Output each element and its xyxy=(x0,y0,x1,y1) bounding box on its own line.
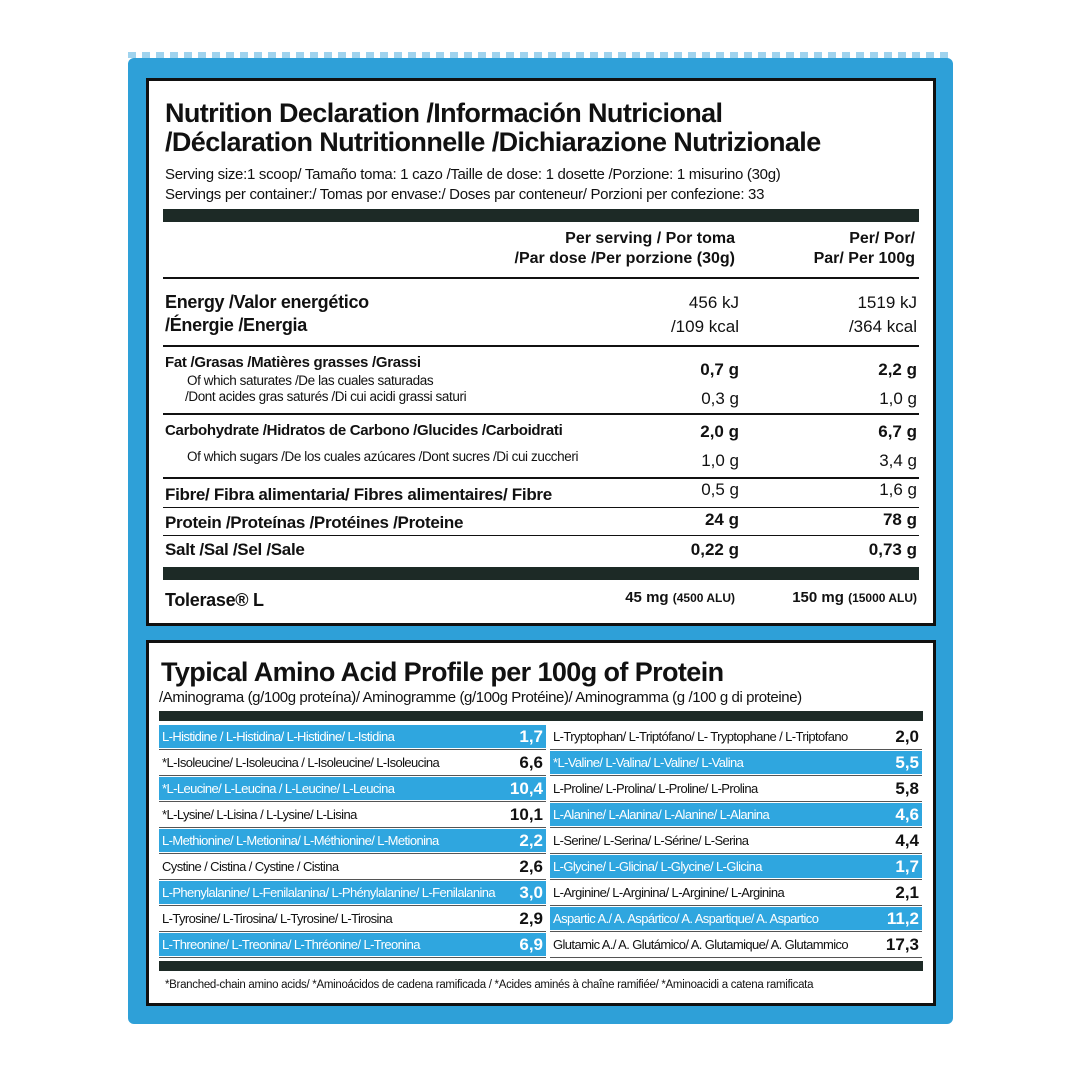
amino-name: *L-Isoleucine/ L-Isoleucina / L-Isoleucine/ L-Isoleucina xyxy=(162,755,440,770)
amino-row-divider xyxy=(159,957,546,958)
amino-row-divider xyxy=(550,827,922,828)
amino-top-bar xyxy=(159,711,923,721)
amino-name: L-Glycine/ L-Glicina/ L-Glycine/ L-Glicina xyxy=(553,859,762,874)
amino-row-divider xyxy=(550,801,922,802)
amino-value: 17,3 xyxy=(885,935,919,954)
amino-value: 11,2 xyxy=(886,909,919,928)
carbohydrate-per-serving: 2,0 g xyxy=(700,422,739,441)
amino-row-divider xyxy=(550,879,922,880)
col-per-100g-line2: Par/ Per 100g xyxy=(813,250,915,267)
amino-value: 5,8 xyxy=(895,779,919,798)
header-rule xyxy=(163,277,919,279)
amino-name: L-Alanine/ L-Alanina/ L-Alanine/ L-Alanina xyxy=(553,807,770,822)
tolerase-serving-alu: (4500 ALU) xyxy=(672,591,735,605)
sugars-label: Of which sugars /De los cuales azúcares /Dont sucres /Di cui zuccheri xyxy=(187,449,579,464)
carbohydrate-label: Carbohydrate /Hidratos de Carbono /Glucides /Carboidrati xyxy=(165,422,563,439)
energy-kj-100g: 1519 kJ xyxy=(857,293,917,312)
col-per-100g-line1: Per/ Por/ xyxy=(849,230,915,247)
amino-value: 4,6 xyxy=(895,805,919,824)
amino-row xyxy=(159,855,546,878)
energy-kcal-100g: /364 kcal xyxy=(848,317,917,336)
amino-value: 10,4 xyxy=(509,779,543,798)
amino-row xyxy=(550,933,922,956)
amino-value: 2,0 xyxy=(895,727,919,746)
servings-per-container: Servings per container:/ Tomas por envase:/ Doses par conteneur/ Porzioni per confezione: 33 xyxy=(165,186,765,203)
amino-row xyxy=(159,933,546,956)
protein-per-serving: 24 g xyxy=(704,510,739,529)
energy-per-serving xyxy=(671,291,739,339)
fat-rule xyxy=(163,413,919,415)
amino-name: *L-Valine/ L-Valina/ L-Valine/ L-Valina xyxy=(553,755,744,770)
amino-row xyxy=(159,725,546,748)
energy-label xyxy=(165,291,369,337)
amino-name: L-Proline/ L-Prolina/ L-Proline/ L-Prolina xyxy=(553,781,758,796)
amino-row xyxy=(550,829,922,852)
amino-row-divider xyxy=(550,749,922,750)
amino-row-divider xyxy=(550,931,922,932)
amino-row-divider xyxy=(159,879,546,880)
amino-row-divider xyxy=(159,749,546,750)
amino-row xyxy=(550,855,922,878)
amino-row xyxy=(550,907,922,930)
protein-label: Protein /Proteínas /Protéines /Proteine xyxy=(165,513,464,532)
amino-name: Cystine / Cistina / Cystine / Cistina xyxy=(162,859,339,874)
amino-row xyxy=(159,881,546,904)
protein-per-100g: 78 g xyxy=(882,510,917,529)
amino-row-divider xyxy=(550,957,922,958)
fibre-per-serving: 0,5 g xyxy=(701,480,739,499)
amino-row-divider xyxy=(159,905,546,906)
amino-row xyxy=(550,777,922,800)
amino-value: 5,5 xyxy=(895,753,919,772)
amino-value: 2,1 xyxy=(895,883,919,902)
nutrition-title-line2: /Déclaration Nutritionnelle /Dichiarazione Nutrizionale xyxy=(165,127,821,157)
fibre-per-100g: 1,6 g xyxy=(879,480,917,499)
amino-value: 2,6 xyxy=(519,857,543,876)
amino-value: 4,4 xyxy=(895,831,919,850)
col-per-100g-header xyxy=(814,229,915,269)
tolerase-serving-mg: 45 mg xyxy=(625,589,669,606)
amino-row-divider xyxy=(159,801,546,802)
amino-row-divider xyxy=(550,905,922,906)
amino-value: 6,6 xyxy=(519,753,543,772)
sugars-per-100g: 3,4 g xyxy=(879,451,917,470)
tolerase-100g-mg: 150 mg xyxy=(792,589,844,606)
amino-name: L-Serine/ L-Serina/ L-Sérine/ L-Serina xyxy=(553,833,749,848)
protein-rule xyxy=(163,535,919,536)
amino-row xyxy=(159,751,546,774)
fat-label: Fat /Grasas /Matières grasses /Grassi xyxy=(165,354,421,371)
amino-row xyxy=(159,907,546,930)
amino-row-divider xyxy=(159,775,546,776)
amino-name: L-Tyrosine/ L-Tirosina/ L-Tyrosine/ L-Tirosina xyxy=(162,911,393,926)
fibre-rule xyxy=(163,507,919,508)
amino-value: 3,0 xyxy=(519,883,543,902)
amino-name: L-Phenylalanine/ L-Fenilalanina/ L-Phénylalanine/ L-Fenilalanina xyxy=(162,885,496,900)
amino-name: *L-Leucine/ L-Leucina / L-Leucine/ L-Leucina xyxy=(162,781,395,796)
amino-value: 6,9 xyxy=(519,935,543,954)
carbohydrate-rule xyxy=(163,477,919,479)
fat-per-100g: 2,2 g xyxy=(878,360,917,379)
tolerase-100g-alu: (15000 ALU) xyxy=(848,591,917,605)
energy-label-line2: /Énergie /Energia xyxy=(165,315,307,335)
amino-row-divider xyxy=(159,853,546,854)
nutrition-title xyxy=(165,99,821,157)
amino-bottom-bar xyxy=(159,961,923,971)
col-per-serving-line2: /Par dose /Per porzione (30g) xyxy=(514,250,735,267)
serving-size: Serving size:1 scoop/ Tamaño toma: 1 cazo /Taille de dose: 1 dosette /Porzione: 1 misurino (30g) xyxy=(165,166,781,183)
amino-acid-panel xyxy=(146,640,936,1006)
salt-per-100g: 0,73 g xyxy=(868,540,917,559)
amino-row xyxy=(550,751,922,774)
amino-footnote: *Branched-chain amino acids/ *Aminoácidos de cadena ramificada / *Acides aminés à chaîne ramifiée/ *Aminoacidi a catena ramificata xyxy=(165,979,814,991)
amino-row xyxy=(159,803,546,826)
col-per-serving-line1: Per serving / Por toma xyxy=(565,230,735,247)
amino-name: L-Tryptophan/ L-Triptófano/ L- Tryptophane / L-Triptofano xyxy=(553,729,848,744)
saturates-label-line1: Of which saturates /De las cuales saturadas xyxy=(187,373,434,388)
energy-kj-serving: 456 kJ xyxy=(688,293,739,312)
amino-row-divider xyxy=(159,931,546,932)
col-per-serving-header xyxy=(515,229,736,269)
amino-name: L-Arginine/ L-Arginina/ L-Arginine/ L-Arginina xyxy=(553,885,785,900)
amino-row-divider xyxy=(550,853,922,854)
saturates-per-100g: 1,0 g xyxy=(879,389,917,408)
energy-per-100g xyxy=(849,291,917,339)
fat-per-serving: 0,7 g xyxy=(700,360,739,379)
energy-kcal-serving: /109 kcal xyxy=(670,317,739,336)
header-thick-bar xyxy=(163,209,919,222)
tolerase-per-100g xyxy=(792,589,917,606)
amino-value: 2,9 xyxy=(519,909,543,928)
amino-row-divider xyxy=(159,827,546,828)
amino-row xyxy=(550,725,922,748)
amino-row xyxy=(550,881,922,904)
amino-value: 10,1 xyxy=(509,805,543,824)
tolerase-label: Tolerase® L xyxy=(165,590,264,610)
amino-value: 1,7 xyxy=(519,727,543,746)
energy-label-line1: Energy /Valor energético xyxy=(165,292,369,312)
salt-thick-bar xyxy=(163,567,919,580)
amino-subtitle: /Aminograma (g/100g proteína)/ Aminogramme (g/100g Protéine)/ Aminogramma (g /100 g di proteine) xyxy=(159,689,802,706)
nutrition-declaration-panel xyxy=(146,78,936,626)
amino-title: Typical Amino Acid Profile per 100g of Protein xyxy=(161,657,724,687)
amino-name: Glutamic A./ A. Glutámico/ A. Glutamique/ A. Glutammico xyxy=(553,937,849,952)
amino-row xyxy=(159,777,546,800)
sugars-per-serving: 1,0 g xyxy=(701,451,739,470)
nutrition-title-line1: Nutrition Declaration /Información Nutricional xyxy=(165,98,723,128)
salt-label: Salt /Sal /Sel /Sale xyxy=(165,540,305,559)
amino-row xyxy=(550,803,922,826)
saturates-per-serving: 0,3 g xyxy=(701,389,739,408)
amino-name: L-Histidine / L-Histidina/ L-Histidine/ L-Istidina xyxy=(162,729,395,744)
amino-name: *L-Lysine/ L-Lisina / L-Lysine/ L-Lisina xyxy=(162,807,357,822)
amino-row xyxy=(159,829,546,852)
carbohydrate-per-100g: 6,7 g xyxy=(878,422,917,441)
fibre-label: Fibre/ Fibra alimentaria/ Fibres alimentaires/ Fibre xyxy=(165,485,552,504)
amino-row-divider xyxy=(550,775,922,776)
salt-per-serving: 0,22 g xyxy=(690,540,739,559)
amino-name: L-Methionine/ L-Metionina/ L-Méthionine/ L-Metionina xyxy=(162,833,439,848)
amino-name: Aspartic A./ A. Aspártico/ A. Aspartique/ A. Aspartico xyxy=(553,911,819,926)
tolerase-per-serving xyxy=(625,589,735,606)
energy-rule xyxy=(163,345,919,347)
serving-info xyxy=(165,165,780,205)
saturates-label-line2: /Dont acides gras saturés /Di cui acidi grassi saturi xyxy=(185,389,467,404)
amino-name: L-Threonine/ L-Treonina/ L-Thréonine/ L-Treonina xyxy=(162,937,420,952)
amino-value: 2,2 xyxy=(519,831,543,850)
amino-value: 1,7 xyxy=(895,857,919,876)
